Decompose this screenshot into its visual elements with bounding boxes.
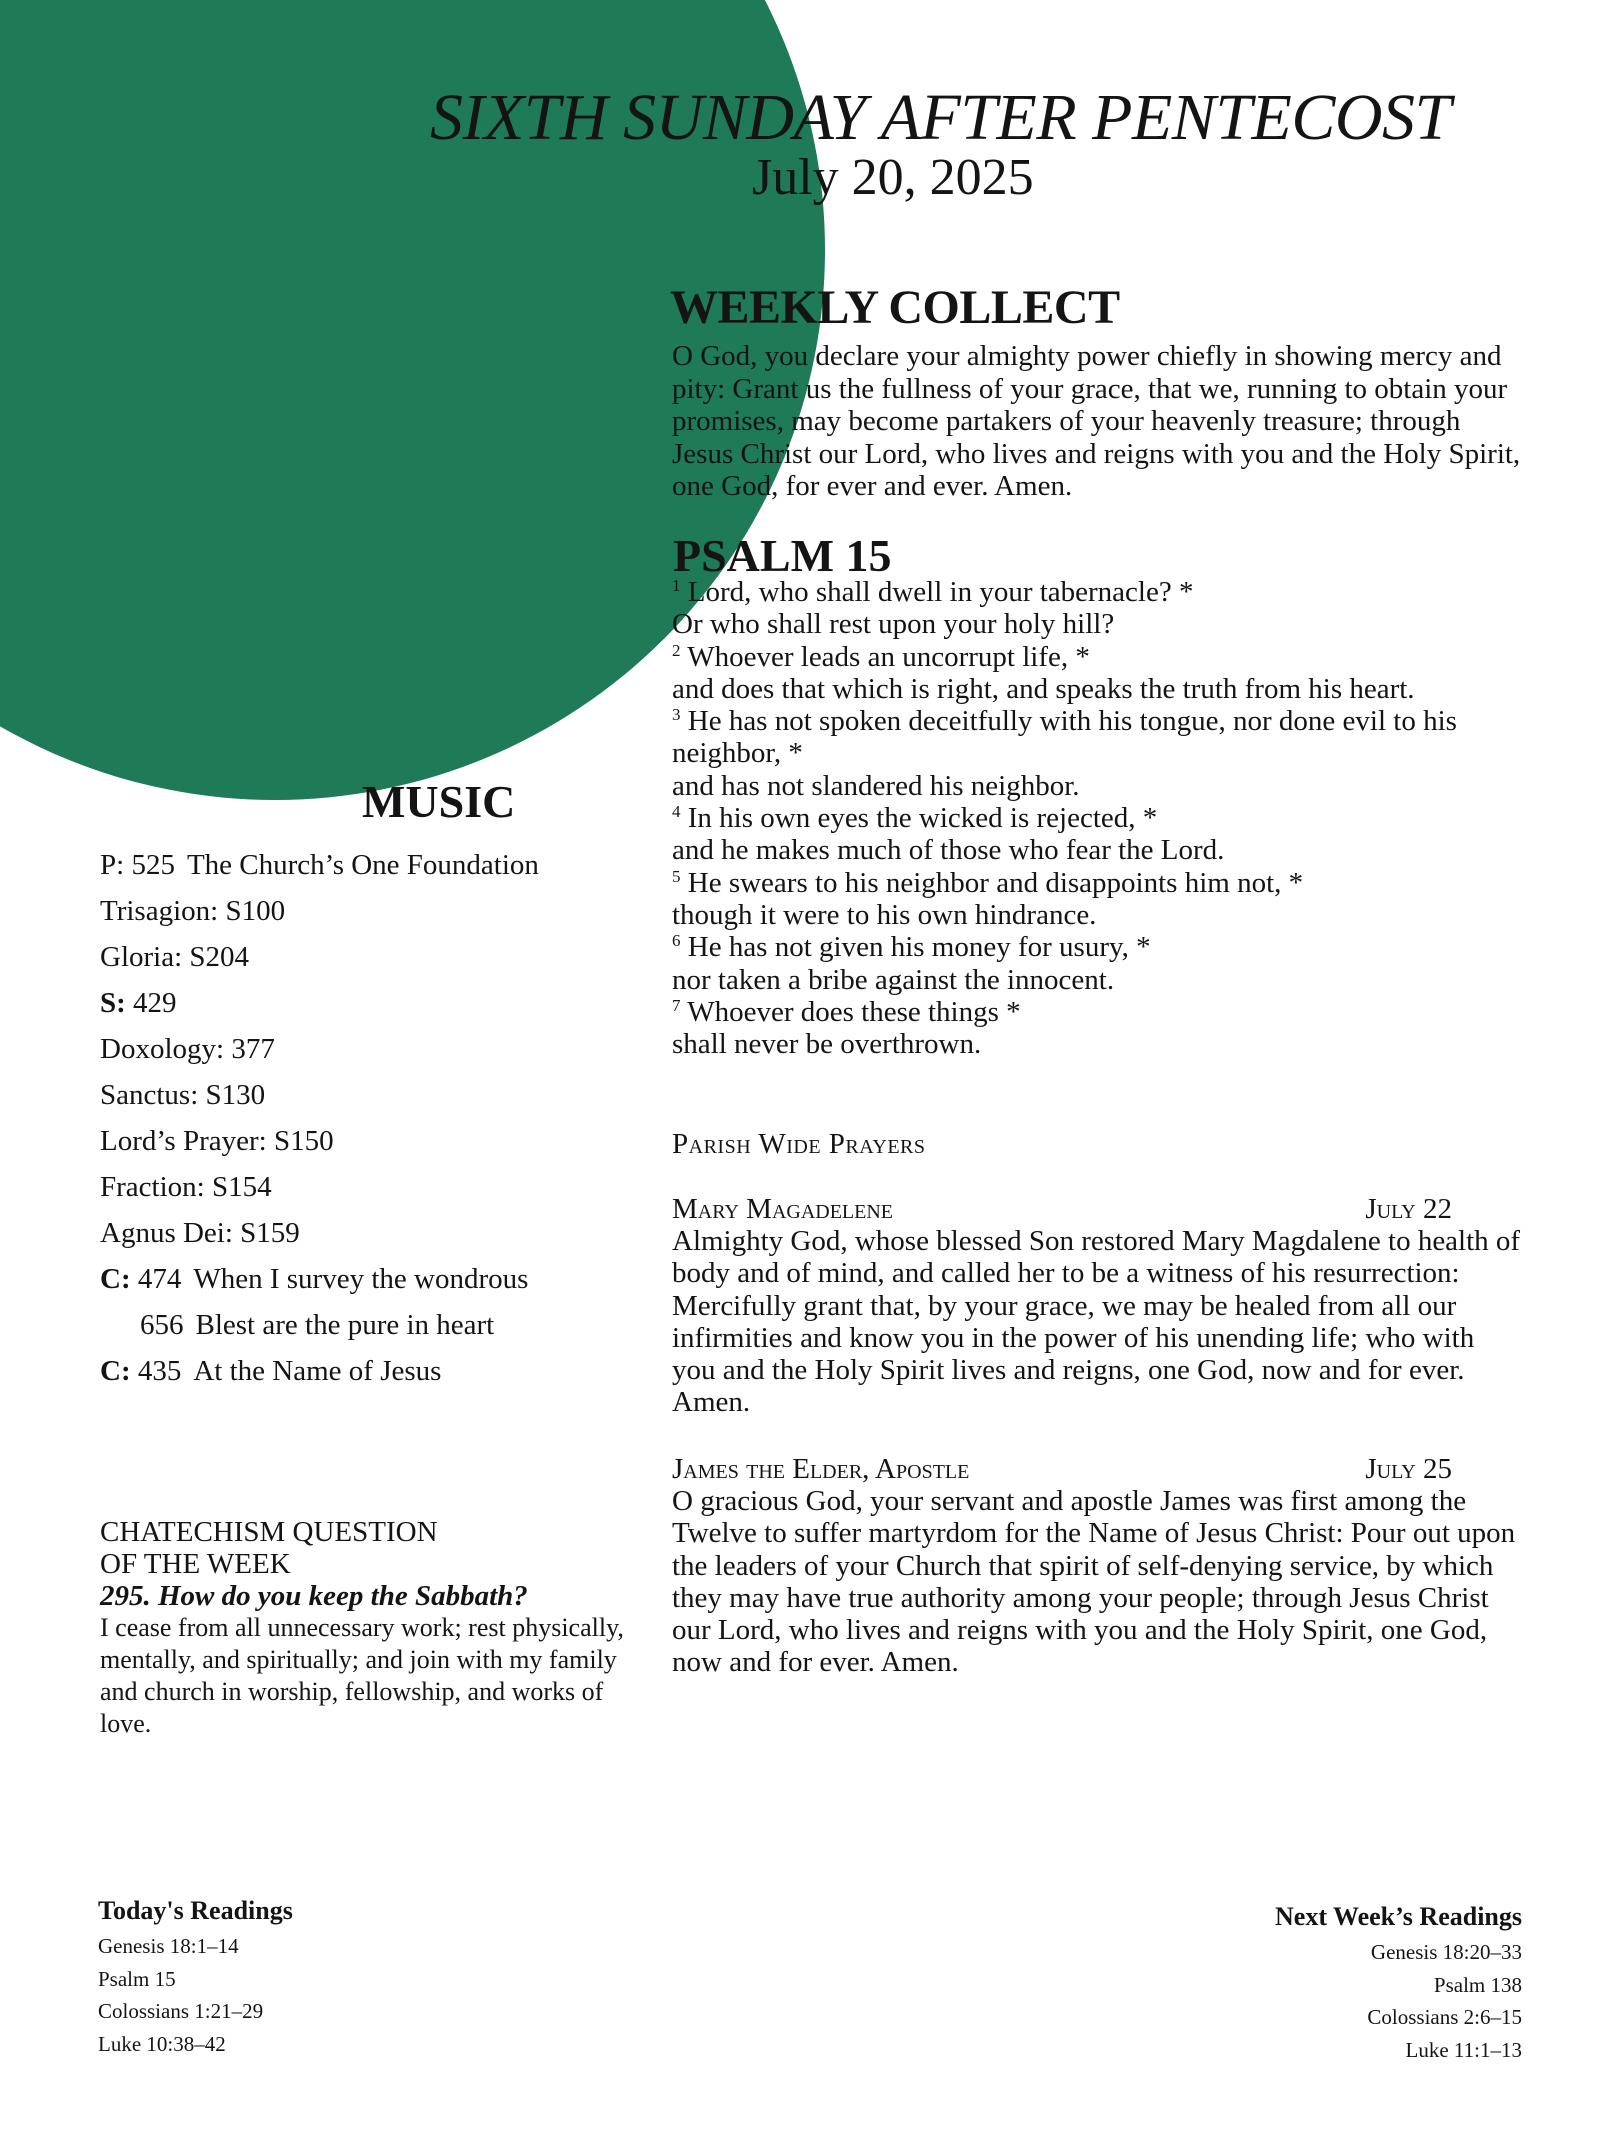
verse-text: nor taken a bribe against the innocent. [672,963,1115,996]
verse-text: and he makes much of those who fear the Lord. [672,834,1225,867]
music-item [100,1302,660,1348]
next-week-readings [1275,1902,1522,2066]
psalm-verse-line [672,867,1522,899]
verse-number: 2 [672,640,681,660]
hymn-number: 474 [137,1263,182,1295]
service-date: July 20, 2025 [752,149,1034,206]
verse-text: and does that which is right, and speaks the truth from his heart. [672,672,1415,705]
music-item [100,842,660,888]
feast-header [672,1453,1452,1486]
verse-text: Or who shall rest upon your holy hill? [672,608,1115,641]
psalm-verse-line [672,641,1522,673]
verse-text: though it were to his own hindrance. [672,898,1097,931]
psalm-verse-line [672,770,1522,802]
hymn-number: 435 [137,1355,182,1387]
verse-text: Lord, who shall dwell in your tabernacle? * [687,576,1194,608]
collect-text: O God, you declare your almighty power chiefly in showing mercy and pity: Grant us the fullness of your grace, that we, running to obtain your promises, may become partakers of your heavenly treasure; through Jesus Christ our Lord, who lives and reigns with you and the Holy Spirit, one God, for ever and ever. Amen. [672,340,1521,502]
hymn-number: S100 [225,895,286,927]
verse-text: In his own eyes the wicked is rejected, * [687,802,1158,835]
verse-number: 5 [672,866,681,886]
feast-date: July 25 [1365,1453,1452,1485]
psalm-verse-line [672,705,1522,770]
hymn-number: S154 [211,1171,272,1203]
verse-text: and has not slandered his neighbor. [672,769,1080,802]
music-list [100,842,660,1394]
verse-text: shall never be overthrown. [672,1028,982,1061]
verse-text: Whoever does these things * [687,995,1021,1028]
reading-item: Luke 10:38–42 [98,2031,226,2056]
psalm-verses [672,576,1522,1060]
music-label: Agnus Dei: [100,1217,233,1249]
music-label: Lord’s Prayer: [100,1125,267,1157]
music-label: Fraction: [100,1171,205,1203]
feast-date: July 22 [1365,1193,1452,1225]
reading-item: Colossians 2:6–15 [1367,2005,1522,2029]
reading-item: Psalm 138 [1433,1972,1522,1997]
reading-item: Psalm 15 [98,1966,176,1991]
verse-number: 6 [672,931,681,951]
music-item [100,934,660,980]
music-heading: MUSIC [362,776,516,827]
psalm-verse-line [672,1028,1522,1060]
todays-readings-heading: Today's Readings [98,1896,293,1925]
psalm-verse-line [672,608,1522,640]
reading-item: Colossians 1:21–29 [98,1999,264,2023]
verse-number: 4 [672,802,681,822]
feast-name: James the Elder, Apostle [672,1453,970,1485]
music-item [100,980,660,1026]
hymn-number: 525 [131,849,175,881]
music-label: Sanctus: [100,1079,199,1111]
hymn-number: 429 [133,987,177,1019]
hymn-number: S204 [189,941,250,973]
music-label: Doxology: [100,1033,225,1065]
verse-number: 1 [672,576,681,595]
feast-header [672,1193,1452,1226]
psalm-verse-line [672,802,1522,834]
music-label: S: [100,987,126,1019]
psalm-verse-line [672,673,1522,705]
reading-item: Genesis 18:20–33 [1370,1940,1522,1964]
verse-number: 3 [672,705,681,725]
catechism-title-line: CHATECHISM QUESTION [100,1516,438,1548]
psalm-heading: PSALM 15 [673,530,892,581]
page-title: SIXTH SUNDAY AFTER PENTECOST [430,81,1451,154]
verse-text: He has not spoken deceitfully with his tongue, nor done evil to his neighbor, * [672,705,1457,770]
feast-prayer-text: Almighty God, whose blessed Son restored Mary Magdalene to health of body and of mind, and called her to be a witness of his resurrection: Mercifully grant that, by your grace, we may be healed from all our infirmities and know you in the power of his unending life; who with you and the Holy Spirit lives and reigns, one God, now and for ever. Amen. [672,1225,1521,1419]
hymn-title: At the Name of Jesus [193,1355,442,1387]
music-item [100,1256,660,1302]
catechism-title [100,1516,438,1580]
hymn-number: 656 [140,1309,184,1341]
psalm-verse-line [672,931,1522,963]
hymn-number: S159 [240,1217,300,1249]
music-label: C: [100,1355,131,1387]
reading-item: Luke 11:1–13 [1405,2037,1522,2062]
music-item [100,1026,660,1072]
psalm-verse-line [672,996,1522,1028]
feast-name: Mary Magadelene [672,1193,894,1225]
music-item [100,1072,660,1118]
music-item [100,1118,660,1164]
catechism-answer: I cease from all unnecessary work; rest physically, mentally, and spiritually; and join with my family and church in worship, fellowship, and works of love. [100,1613,624,1738]
parish-prayers-heading: Parish Wide Prayers [672,1128,926,1160]
psalm-verse-line [672,834,1522,866]
catechism-question: 295. How do you keep the Sabbath? [100,1580,528,1612]
hymn-number: S130 [205,1079,266,1111]
hymn-number: 377 [231,1033,275,1065]
hymn-title: When I survey the wondrous [193,1263,529,1295]
music-item [100,1348,660,1394]
music-item [100,1210,660,1256]
verse-text: Whoever leads an uncorrupt life, * [687,640,1090,673]
psalm-verse-line [672,964,1522,996]
verse-text: He has not given his money for usury, * [687,931,1151,964]
hymn-title: Blest are the pure in heart [195,1309,495,1341]
music-item [100,1164,660,1210]
next-week-readings-heading: Next Week’s Readings [1275,1902,1522,1931]
catechism-title-line: OF THE WEEK [100,1548,291,1580]
todays-readings [98,1896,293,2060]
music-item [100,888,660,934]
feast-prayer-text: O gracious God, your servant and apostle James was first among the Twelve to suffer martyrdom for the Name of Jesus Christ: Pour out upon the leaders of your Church that spirit of self-denying service, by which they may have true authority among your people; through Jesus Christ our Lord, who lives and reigns with you and the Holy Spirit, one God, now and for ever. Amen. [672,1485,1516,1679]
music-label: C: [100,1263,131,1295]
psalm-verse-line [672,576,1522,608]
verse-text: He swears to his neighbor and disappoints him not, * [687,866,1304,899]
verse-number: 7 [672,995,681,1015]
music-label: Trisagion: [100,895,219,927]
collect-heading: WEEKLY COLLECT [670,281,1120,334]
reading-item: Genesis 18:1–14 [98,1934,239,1958]
hymn-title: The Church’s One Foundation [186,849,539,881]
music-label: Gloria: [100,941,183,973]
music-label: P: [100,849,125,881]
hymn-number: S150 [273,1125,334,1157]
psalm-verse-line [672,899,1522,931]
